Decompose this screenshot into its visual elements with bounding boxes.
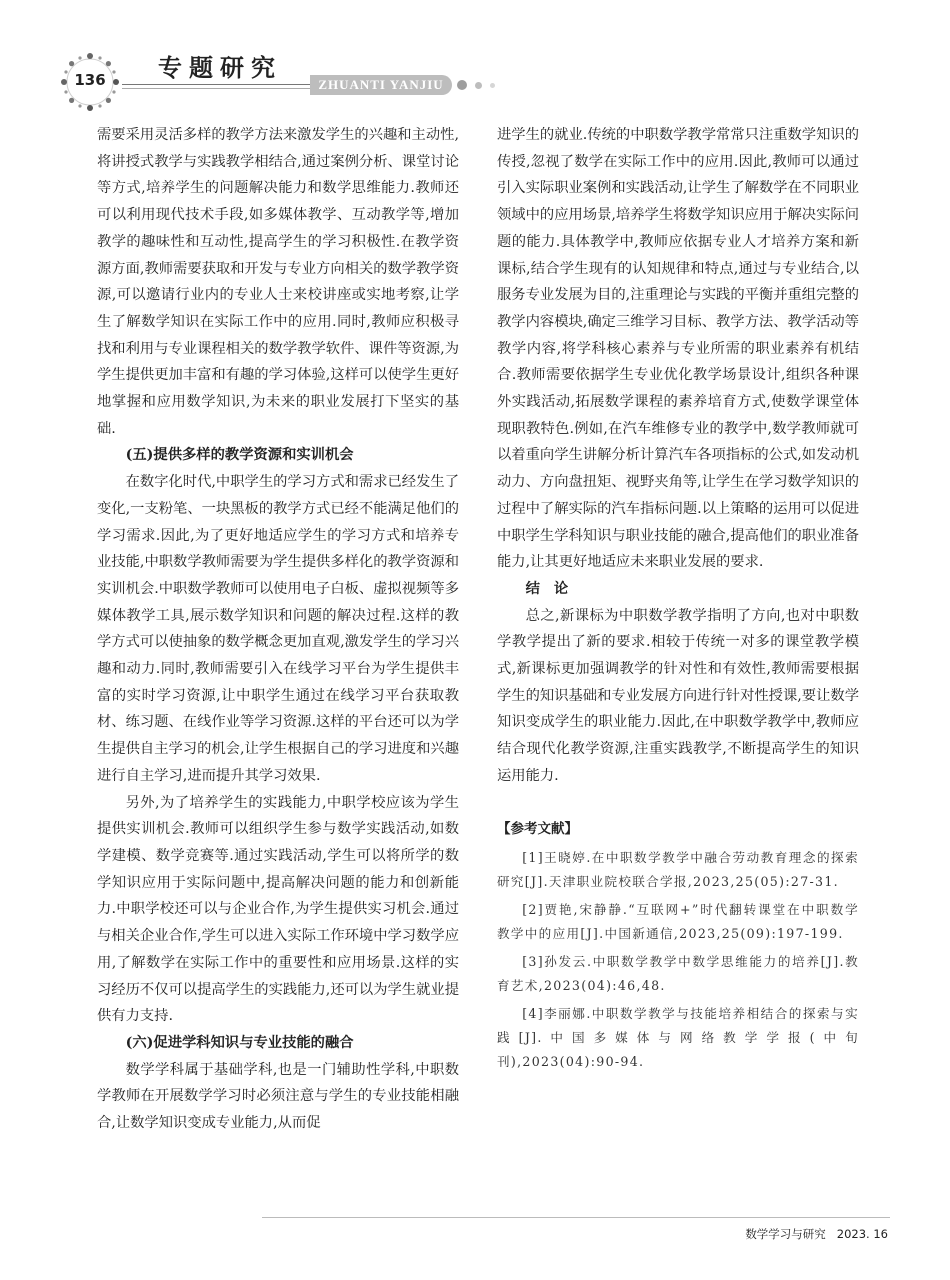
page-footer bbox=[745, 1226, 888, 1242]
decor-dot-icon bbox=[457, 80, 467, 90]
section-subtitle: ZHUANTI YANJIU bbox=[310, 75, 452, 95]
body-paragraph: 需要采用灵活多样的教学方法来激发学生的兴趣和主动性,将讲授式教学与实践教学相结合,通过案例分析、课堂讨论等方式,培养学生的问题解决能力和数学思维能力.教师还可以利用现代技术手段,如多媒体教学、互动教学等,增加教学的趣味性和互动性,提高学生的学习积极性.在教学资源方面,教师需要获取和开发与专业方向相关的数学教学资源,可以邀请行业内的专业人士来校讲座或实地考察,让学生了解数学知识在实际工作中的应用.同时,教师应积极寻找和利用与专业课程相关的数学教学软件、课件等资源,为学生提供更加丰富和有趣的学习体验,这样可以使学生更好地掌握和应用数学知识,为未来的职业发展打下坚实的基础. bbox=[97, 127, 459, 437]
journal-issue: 2023. 16 bbox=[836, 1227, 888, 1241]
conclusion-paragraph: 总之,新课标为中职数学教学指明了方向,也对中职数学教学提出了新的要求.相较于传统一对多的课堂教学模式,新课标更加强调教学的针对性和有效性,教师需要根据学生的知识基础和专业发展方向进行针对性授课,要让数学知识变成学生的职业能力.因此,在中职数学教学中,教师应结合现代化教学资源,注重实践教学,不断提高学生的知识运用能力. bbox=[497, 607, 859, 784]
body-paragraph: 另外,为了培养学生的实践能力,中职学校应该为学生提供实训机会.教师可以组织学生参与数学实践活动,如数学建模、数学竞赛等.通过实践活动,学生可以将所学的数学知识应用于实际问题中,提高解决问题的能力和创新能力.中职学校还可以与企业合作,为学生提供实习机会.通过与相关企业合作,学生可以进入实际工作环境中学习数学应用,了解数学在实际工作中的重要性和应用场景.这样的实习经历不仅可以提高学生的实践能力,还可以为学生就业提供有力支持. bbox=[97, 794, 459, 1025]
page-number: 136 bbox=[74, 71, 106, 89]
section-title: 专题研究 bbox=[158, 53, 282, 82]
decor-dot-icon bbox=[475, 82, 482, 89]
reference-item: [3]孙发云.中职数学教学中数学思维能力的培养[J].教育艺术,2023(04):46,48. bbox=[497, 953, 859, 993]
body-paragraph: 在数字化时代,中职学生的学习方式和需求已经发生了变化,一支粉笔、一块黑板的教学方式已经不能满足他们的学习需求.因此,为了更好地适应学生的学习方式和培养专业技能,中职数学教师需要为学生提供多样化的教学资源和实训机会.中职数学教师可以使用电子白板、虚拟视频等多媒体教学工具,展示数学知识和问题的解决过程.这样的教学方式可以使抽象的数学概念更加直观,激发学生的学习兴趣和动力.同时,教师需要引入在线学习平台为学生提供丰富的实时学习资源,让中职学生通过在线学习平台获取教材、练习题、在线作业等学习资源.这样的平台还可以为学生提供自主学习的机会,让学生根据自己的学习进度和兴趣进行自主学习,进而提升其学习效果. bbox=[97, 474, 459, 784]
section-heading: (五)提供多样的教学资源和实训机会 bbox=[125, 447, 354, 464]
right-column bbox=[497, 122, 859, 1078]
conclusion-heading: 结论 bbox=[525, 580, 583, 597]
page-number-badge bbox=[60, 52, 120, 112]
reference-item: [4]李丽娜.中职数学教学与技能培养相结合的探索与实践[J].中国多媒体与网络教学学报(中旬刊),2023(04):90-94. bbox=[497, 1005, 859, 1069]
footer-rule bbox=[262, 1217, 890, 1218]
body-paragraph: 数学学科属于基础学科,也是一门辅助性学科,中职数学教师在开展数学学习时必须注意与学生的专业技能相融合,让数学知识变成专业能力,从而促 bbox=[97, 1061, 459, 1132]
references-title: 【参考文献】 bbox=[497, 820, 578, 837]
reference-item: [2]贾艳,宋静静.“互联网+”时代翻转课堂在中职数学教学中的应用[J].中国新通信,2023,25(09):197-199. bbox=[497, 901, 859, 941]
section-heading: (六)促进学科知识与专业技能的融合 bbox=[125, 1034, 354, 1051]
header-rule-secondary bbox=[122, 88, 312, 89]
reference-item: [1]王晓婷.在中职数学教学中融合劳动教育理念的探索研究[J].天津职业院校联合学报,2023,25(05):27-31. bbox=[497, 849, 859, 889]
body-paragraph: 进学生的就业.传统的中职数学教学常常只注重数学知识的传授,忽视了数学在实际工作中的应用.因此,教师可以通过引入实际职业案例和实践活动,让学生了解数学在不同职业领域中的应用场景,培养学生将数学知识应用于解决实际问题的能力.具体教学中,教师应依据专业人才培养方案和新课标,结合学生现有的认知规律和特点,通过与专业结合,以服务专业发展为目的,注重理论与实践的平衡并重组完整的教学内容模块,确定三维学习目标、教学方法、教学活动等教学内容,将学科核心素养与专业所需的职业素养有机结合.教师需要依据学生专业优化教学场景设计,组织各种课外实践活动,拓展数学课程的素养培育方式,使数学课堂体现职教特色.例如,在汽车维修专业的教学中,数学教师就可以着重向学生讲解分析计算汽车各项指标的公式,如发动机动力、方向盘扭矩、视野夹角等,让学生在学习数学知识的过程中了解实际的汽车指标问题.以上策略的运用可以促进中职学生学科知识与职业技能的融合,提高他们的职业准备能力,让其更好地适应未来职业发展的要求. bbox=[497, 127, 859, 571]
page-header bbox=[0, 0, 950, 110]
journal-name: 数学学习与研究 bbox=[745, 1227, 826, 1241]
left-column bbox=[97, 122, 459, 1137]
decor-dot-icon bbox=[490, 83, 495, 88]
